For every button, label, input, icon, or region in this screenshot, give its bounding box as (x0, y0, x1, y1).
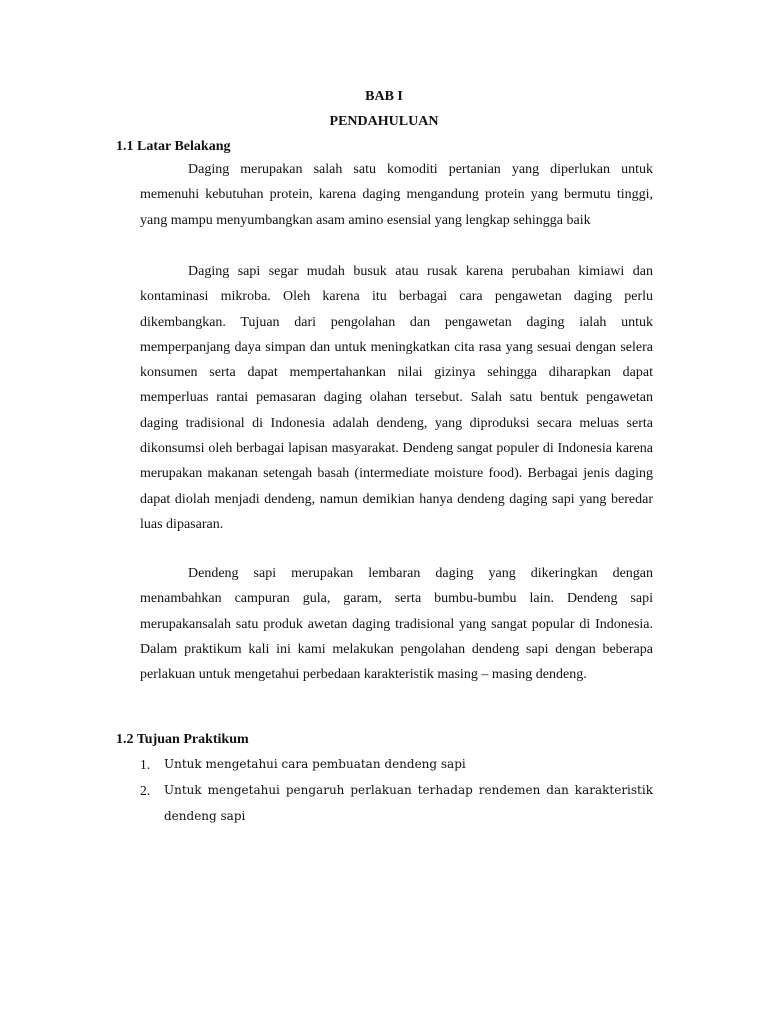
list-item-text: Untuk mengetahui pengaruh perlakuan terhadap rendemen dan karakteristik dendeng sapi (164, 783, 653, 823)
list-item-number: 2. (140, 783, 151, 798)
list-item-number: 1. (140, 757, 151, 772)
paragraph-3: Dendeng sapi merupakan lembaran daging yang dikeringkan dengan menambahkan campuran gula, garam, serta bumbu-bumbu lain. Dendeng sapi merupakansalah satu produk awetan daging tradisional yang sangat popular di Indonesia. Dalam praktikum kali ini kami melakukan pengolahan dendeng sapi dengan beberapa perlakuan untuk mengetahui perbedaan karakteristik masing – masing dendeng. (140, 566, 653, 683)
paragraph-1: Daging merupakan salah satu komoditi pertanian yang diperlukan untuk memenuhi kebutuhan protein, karena daging mengandung protein yang bermutu tinggi, yang mampu menyumbangkan asam amino esensial yang lengkap sehingga baik (140, 162, 653, 228)
section-heading-latar-belakang: 1.1 Latar Belakang (116, 139, 231, 154)
chapter-number: BAB I (365, 89, 403, 104)
chapter-title: PENDAHULUAN (329, 114, 439, 129)
section-heading-tujuan-praktikum: 1.2 Tujuan Praktikum (116, 732, 249, 747)
paragraph-2: Daging sapi segar mudah busuk atau rusak karena perubahan kimiawi dan kontaminasi mikroba. Oleh karena itu berbagai cara pengawetan daging perlu dikembangkan. Tujuan dari pengolahan dan pengawetan daging ialah untuk memperpanjang daya simpan dan untuk meningkatkan cita rasa yang sesuai dengan selera konsumen serta dapat mempertahankan nilai gizinya sehingga diharapkan dapat memperluas rantai pemasaran daging olahan tersebut. Salah satu bentuk pengawetan daging tradisional di Indonesia adalah dendeng, yang diproduksi secara meluas serta dikonsumsi oleh berbagai lapisan masyarakat. Dendeng sangat populer di Indonesia karena merupakan makanan setengah basah (intermediate moisture food). Berbagai jenis daging dapat diolah menjadi dendeng, namun demikian hanya dendeng daging sapi yang beredar luas dipasaran. (140, 264, 653, 532)
list-item-text: Untuk mengetahui cara pembuatan dendeng sapi (164, 757, 466, 771)
